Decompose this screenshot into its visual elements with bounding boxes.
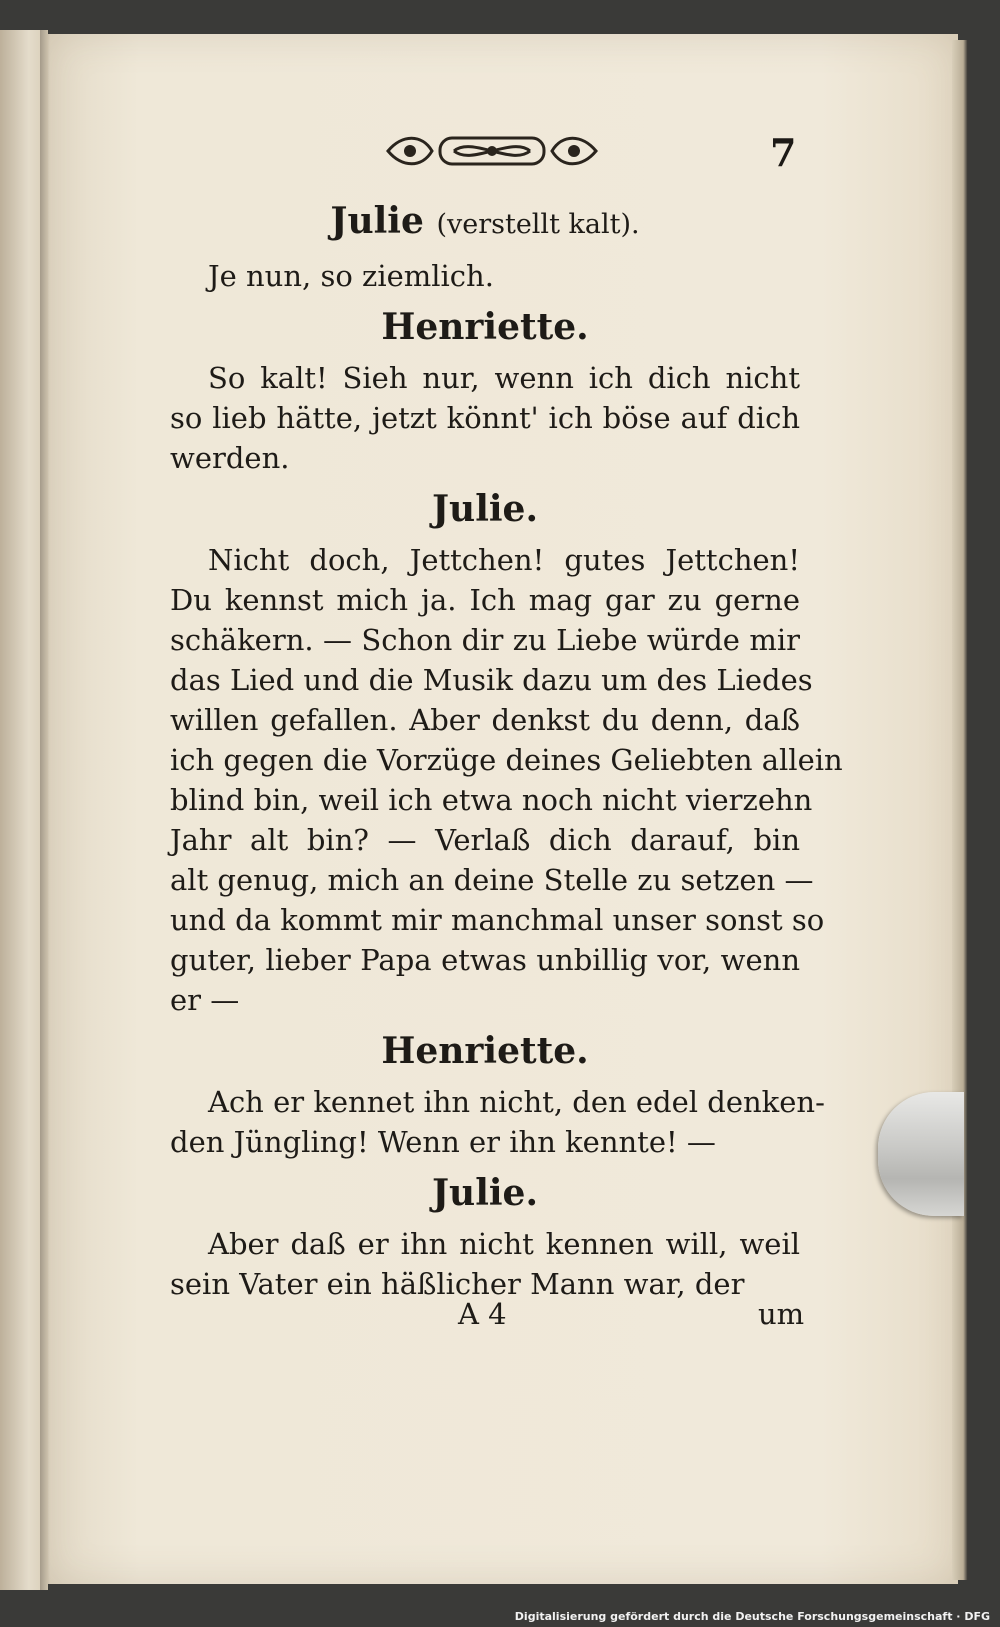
page-fore-edge bbox=[952, 40, 968, 1580]
text-line: alt genug, mich an deine Stelle zu setzen — bbox=[170, 863, 814, 897]
digitization-credit: Digitalisierung gefördert durch die Deutsche Forschungsgemeinschaft · DFG bbox=[514, 1610, 990, 1623]
page-body-text bbox=[170, 190, 843, 1304]
text-line: blind bin, weil ich etwa noch nicht vierzehn bbox=[170, 783, 813, 817]
page-number: 7 bbox=[770, 130, 797, 175]
speaker-julie bbox=[170, 190, 800, 256]
text-line: Nicht doch, Jettchen! gutes Jettchen! bbox=[208, 543, 800, 577]
speaker-julie: Julie. bbox=[432, 1172, 538, 1214]
catchword: um bbox=[758, 1297, 805, 1331]
spine-shadow bbox=[40, 30, 50, 1590]
text-line: Du kennst mich ja. Ich mag gar zu gerne bbox=[170, 583, 800, 617]
headpiece-ornament-icon bbox=[382, 128, 602, 174]
text-line: Jahr alt bin? — Verlaß dich darauf, bin bbox=[170, 823, 800, 857]
speaker-henriette: Henriette. bbox=[381, 1030, 589, 1072]
text-line: werden. bbox=[170, 441, 290, 475]
speaker-julie: Julie. bbox=[432, 488, 538, 530]
dialogue-paragraph bbox=[170, 1224, 800, 1304]
text-line: guter, lieber Papa etwas unbillig vor, wenn bbox=[170, 943, 800, 977]
text-line: das Lied und die Musik dazu um des Liedes bbox=[170, 663, 813, 697]
text-line: willen gefallen. Aber denkst du denn, daß bbox=[170, 703, 800, 737]
dialogue-paragraph bbox=[170, 256, 800, 296]
dfg-logo: DFG bbox=[964, 1610, 990, 1623]
text-line: So kalt! Sieh nur, wenn ich dich nicht bbox=[208, 361, 800, 395]
text-line: Ach er kennet ihn nicht, den edel denken- bbox=[208, 1085, 825, 1119]
text-line: Aber daß er ihn nicht kennen will, weil bbox=[208, 1227, 800, 1261]
speaker-name: Julie bbox=[330, 200, 424, 242]
dialogue-paragraph bbox=[170, 540, 843, 1020]
signature-mark: A 4 bbox=[458, 1297, 507, 1331]
text-line: und da kommt mir manchmal unser sonst so bbox=[170, 903, 825, 937]
text-line: den Jüngling! Wenn er ihn kennte! — bbox=[170, 1125, 716, 1159]
speaker-henriette: Henriette. bbox=[381, 306, 589, 348]
text-line: so lieb hätte, jetzt könnt' ich böse auf dich bbox=[170, 401, 800, 435]
text-line: Je nun, so ziemlich. bbox=[208, 259, 494, 293]
dialogue-paragraph bbox=[170, 358, 800, 478]
text-line: er — bbox=[170, 983, 240, 1017]
credit-text: Digitalisierung gefördert durch die Deutsche Forschungsgemeinschaft bbox=[514, 1610, 953, 1623]
dialogue-paragraph bbox=[170, 1082, 825, 1162]
text-line: ich gegen die Vorzüge deines Geliebten allein bbox=[170, 743, 843, 777]
text-line: sein Vater ein häßlicher Mann war, der bbox=[170, 1267, 745, 1301]
stage-direction: (verstellt kalt). bbox=[436, 209, 640, 240]
text-line: schäkern. — Schon dir zu Liebe würde mir bbox=[170, 623, 800, 657]
